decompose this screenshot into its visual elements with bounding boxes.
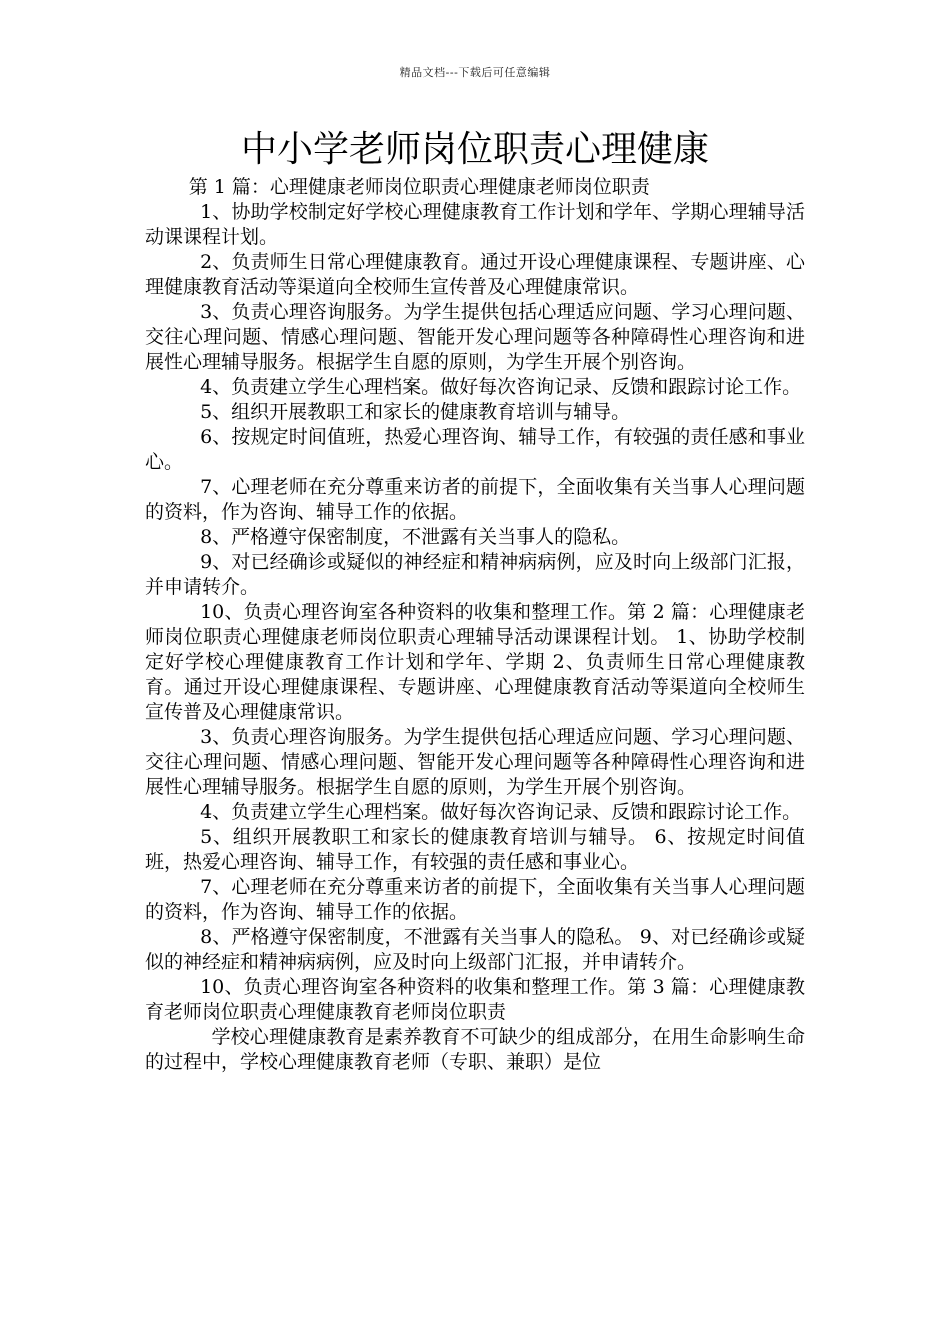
section-heading: 第 1 篇：心理健康老师岗位职责心理健康老师岗位职责 bbox=[188, 176, 650, 198]
body-paragraph: 8、严格遵守保密制度，不泄露有关当事人的隐私。 bbox=[200, 526, 631, 548]
body-paragraph: 4、负责建立学生心理档案。做好每次咨询记录、反馈和跟踪讨论工作。 bbox=[200, 801, 802, 823]
body-paragraph: 7、心理老师在充分尊重来访者的前提下，全面收集有关当事人心理问题的资料，作为咨询、辅导工作的依据。 bbox=[145, 876, 805, 923]
document-body bbox=[145, 175, 805, 1075]
body-paragraph: 10、负责心理咨询室各种资料的收集和整理工作。第 2 篇：心理健康老师岗位职责心理健康老师岗位职责心理辅导活动课课程计划。 1、协助学校制定好学校心理健康教育工作计划和学年、学期 2、负责师生日常心理健康教育。通过开设心理健康课程、专题讲座、心理健康教育活动等渠道向全校师生宣传普及心理健康常识。 bbox=[145, 601, 805, 723]
body-paragraph: 7、心理老师在充分尊重来访者的前提下，全面收集有关当事人心理问题的资料，作为咨询、辅导工作的依据。 bbox=[145, 476, 805, 523]
body-paragraph: 5、组织开展教职工和家长的健康教育培训与辅导。 6、按规定时间值班，热爱心理咨询、辅导工作，有较强的责任感和事业心。 bbox=[145, 826, 805, 873]
body-paragraph: 6、按规定时间值班，热爱心理咨询、辅导工作，有较强的责任感和事业心。 bbox=[145, 426, 805, 473]
body-paragraph: 9、对已经确诊或疑似的神经症和精神病病例，应及时向上级部门汇报，并申请转介。 bbox=[145, 551, 805, 598]
document-title: 中小学老师岗位职责心理健康 bbox=[240, 129, 709, 170]
body-paragraph: 4、负责建立学生心理档案。做好每次咨询记录、反馈和跟踪讨论工作。 bbox=[200, 376, 802, 398]
body-paragraph: 1、协助学校制定好学校心理健康教育工作计划和学年、学期心理辅导活动课课程计划。 bbox=[145, 201, 805, 248]
page-header-note: 精品文档---下载后可任意编辑 bbox=[399, 66, 551, 79]
body-paragraph: 10、负责心理咨询室各种资料的收集和整理工作。第 3 篇：心理健康教育老师岗位职责心理健康教育老师岗位职责 bbox=[145, 976, 805, 1023]
body-paragraph: 5、组织开展教职工和家长的健康教育培训与辅导。 bbox=[200, 401, 631, 423]
body-paragraph: 8、严格遵守保密制度，不泄露有关当事人的隐私。 9、对已经确诊或疑似的神经症和精神病病例，应及时向上级部门汇报，并申请转介。 bbox=[145, 926, 805, 973]
body-paragraph: 2、负责师生日常心理健康教育。通过开设心理健康课程、专题讲座、心理健康教育活动等渠道向全校师生宣传普及心理健康常识。 bbox=[145, 251, 805, 298]
body-paragraph: 3、负责心理咨询服务。为学生提供包括心理适应问题、学习心理问题、交往心理问题、情感心理问题、智能开发心理问题等各种障碍性心理咨询和进展性心理辅导服务。根据学生自愿的原则，为学生开展个别咨询。 bbox=[145, 726, 805, 798]
body-paragraph: 3、负责心理咨询服务。为学生提供包括心理适应问题、学习心理问题、交往心理问题、情感心理问题、智能开发心理问题等各种障碍性心理咨询和进展性心理辅导服务。根据学生自愿的原则，为学生开展个别咨询。 bbox=[145, 301, 805, 373]
body-paragraph: 学校心理健康教育是素养教育不可缺少的组成部分，在用生命影响生命的过程中，学校心理健康教育老师（专职、兼职）是位 bbox=[145, 1026, 805, 1073]
